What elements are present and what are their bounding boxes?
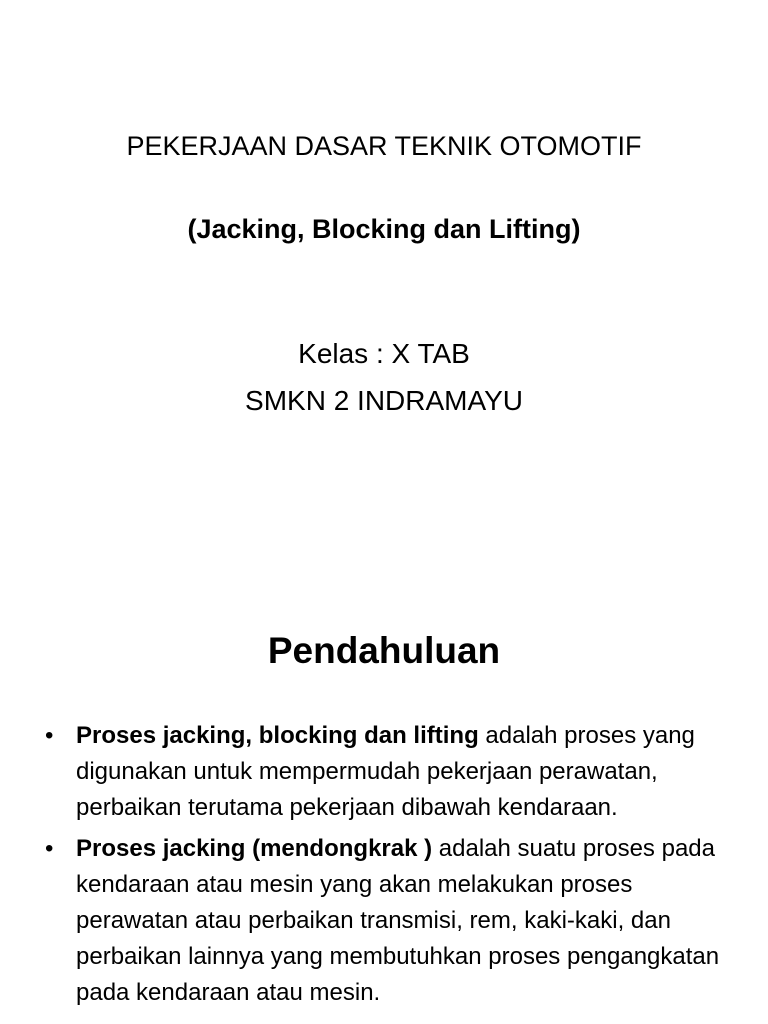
bullet-lead-text: Proses jacking (mendongkrak ) bbox=[76, 835, 433, 862]
presentation-title: PEKERJAAN DASAR TEKNIK OTOMOTIF bbox=[126, 131, 642, 161]
presentation-subtitle: (Jacking, Blocking dan Lifting) bbox=[187, 214, 581, 244]
bullet-body-text: adalah suatu proses pada kendaraan atau mesin yang akan melakukan proses perawatan atau perbaikan transmisi, rem, kaki-kaki, dan perbaikan lainnya yang membutuhkan proses pengangkatan pada kendaraan atau mesin. bbox=[76, 835, 720, 1006]
introduction-slide bbox=[0, 576, 768, 1024]
bullet-lead-text: Proses jacking, blocking dan lifting bbox=[76, 722, 479, 749]
list-item bbox=[45, 831, 735, 1011]
bullet-icon: • bbox=[45, 835, 54, 862]
section-heading: Pendahuluan bbox=[267, 630, 501, 671]
class-label: Kelas : X TAB bbox=[298, 338, 470, 369]
school-name: SMKN 2 INDRAMAYU bbox=[245, 385, 523, 416]
list-item bbox=[45, 718, 735, 826]
bullet-icon: • bbox=[45, 722, 54, 749]
bullet-body-text: adalah proses yang digunakan untuk mempermudah pekerjaan perawatan, perbaikan terutama pekerjaan dibawah kendaraan. bbox=[76, 722, 695, 821]
bullet-list bbox=[45, 718, 735, 1016]
